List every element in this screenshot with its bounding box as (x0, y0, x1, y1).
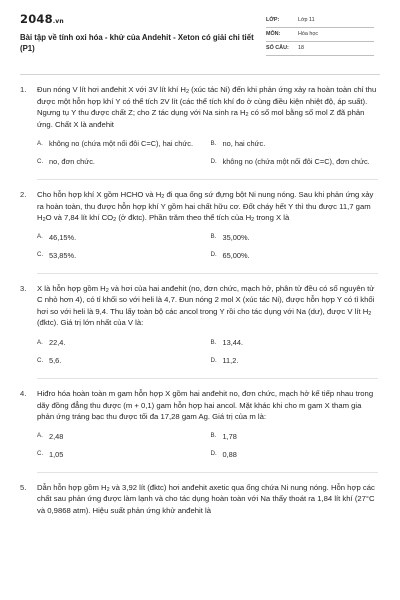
option-text: 0,88 (222, 449, 237, 459)
logo-suffix: .vn (52, 18, 64, 25)
question-number: 1. (20, 85, 27, 94)
question-list (20, 84, 378, 525)
option-text: 35,00%. (222, 232, 250, 242)
option-letter: B. (210, 233, 217, 241)
option-letter: A. (37, 139, 43, 147)
meta-row-class (266, 14, 374, 28)
question-number: 3. (20, 283, 27, 293)
meta-value: Hóa học (298, 30, 319, 37)
question-text: Dẫn hỗn hợp gồm $H_2$ và 3,92 lít (đktc) hơi anđehit axetic qua ống chứa Ni nung nóng. Hỗn hợp các chất sau phản ứng được làm lạnh và cho tác dụng hoàn toàn với Na thấy thoát ra 1,84 lít khí (27°C và 0,9868 atm). Hiệu suất phản ứng khử anđehit là (37, 482, 375, 515)
option-letter: B. (210, 432, 217, 440)
meta-label: SỐ CÂU: (266, 44, 289, 51)
question-number: 2. (20, 190, 27, 200)
header (20, 14, 374, 74)
answer-option-c[interactable] (37, 250, 205, 262)
question-number: 5. (20, 482, 27, 492)
question-3 (20, 283, 378, 369)
option-letter: C. (37, 251, 44, 259)
meta-value: Lớp 11 (298, 16, 315, 23)
question-text: Cho hỗn hợp khí X gồm HCHO và $H_2$ đi qua ống sứ đựng bột Ni nung nóng. Sau khi phản ứng xảy ra hoàn toàn, thu được hỗn hợp khí Y gồm hai chất hữu cơ. Đốt cháy hết Y thì thu được 11,7 gam $H_2O$ và 7,84 lít khí $CO_2$ (ở đktc). Phần trăm theo thể tích của $H_2$ trong X là (37, 190, 374, 224)
option-letter: D. (210, 450, 217, 458)
document-title: Bài tập về tính oxi hóa - khử của Andehit - Xeton có giải chi tiết (P1) (20, 32, 254, 53)
option-text: 22,4. (49, 338, 66, 348)
option-text: 53,85%. (49, 250, 77, 260)
question-body (37, 388, 378, 463)
question-divider (37, 378, 378, 379)
answer-option-a[interactable] (37, 138, 205, 150)
answer-option-d[interactable] (211, 250, 379, 262)
answer-option-a[interactable] (37, 232, 205, 244)
meta-table (266, 14, 374, 56)
option-text: 5,6. (49, 356, 62, 366)
brand (20, 14, 265, 54)
question-5 (20, 482, 378, 517)
option-letter: C. (37, 356, 44, 364)
site-logo[interactable] (20, 14, 265, 26)
option-text: 2,48 (49, 431, 64, 441)
question-divider (37, 179, 378, 180)
answer-option-d[interactable] (211, 355, 379, 367)
option-text: no, hai chức. (222, 139, 266, 149)
question-body (37, 189, 378, 264)
answer-options (37, 337, 378, 367)
question-divider (37, 472, 378, 473)
question-divider (37, 273, 378, 274)
answer-option-b[interactable] (211, 337, 379, 349)
option-letter: D. (210, 157, 217, 165)
answer-option-d[interactable] (211, 156, 379, 168)
answer-option-c[interactable] (37, 156, 205, 168)
option-text: 46,15%. (49, 232, 77, 242)
option-text: no, đơn chức. (49, 157, 95, 167)
answer-options (37, 138, 378, 168)
meta-value: 18 (298, 44, 304, 51)
option-letter: C. (37, 157, 44, 165)
question-4 (20, 388, 378, 463)
option-letter: D. (210, 251, 217, 259)
option-letter: C. (37, 450, 44, 458)
question-body (37, 482, 378, 517)
answer-option-a[interactable] (37, 337, 205, 349)
header-divider (20, 74, 380, 75)
answer-option-b[interactable] (211, 138, 379, 150)
option-text: 1,05 (49, 449, 64, 459)
option-letter: A. (37, 338, 43, 346)
meta-row-count (266, 42, 374, 56)
answer-options (37, 431, 378, 461)
logo-main: 2048 (20, 12, 53, 26)
question-2 (20, 189, 378, 264)
question-text: Đun nóng V lít hơi anđehit X với 3V lít khí $H_2$ (xúc tác Ni) đến khi phản ứng xảy ra hoàn toàn chỉ thu được một hỗn hợp khí Y có thể tích 2V lít (các thể tích khí đo ở cùng điều kiện nhiệt độ, áp suất). Ngưng tụ Y thu được chất Z; cho Z tác dụng với Na sinh ra $H_2$ có số mol bằng số mol Z đã phản ứng. Chất X là anđehit (37, 85, 377, 129)
option-text: 13,44. (222, 338, 244, 348)
option-letter: B. (210, 338, 217, 346)
option-letter: B. (210, 139, 217, 147)
option-text: không no (chứa một nối đôi C=C), hai chức. (49, 139, 194, 149)
meta-row-subject (266, 28, 374, 42)
answer-options (37, 232, 378, 262)
meta-label: LỚP: (266, 16, 280, 23)
option-letter: A. (37, 432, 43, 440)
question-1 (20, 84, 378, 170)
answer-option-b[interactable] (211, 431, 379, 443)
question-text: Hiđro hóa hoàn toàn m gam hỗn hợp X gồm hai anđehit no, đơn chức, mạch hở kế tiếp nhau trong dãy đồng đẳng thu được (m + 0,1) gam hỗn hợp hai ancol. Mặt khác khi cho m gam X tham gia phản ứng tráng bạc thu được tối đa 17,28 gam Ag. Giá trị của m là: (37, 389, 374, 422)
answer-option-c[interactable] (37, 355, 205, 367)
question-number: 4. (20, 389, 27, 399)
option-text: không no (chứa một nối đôi C=C), đơn chức. (222, 157, 370, 167)
option-text: 1,78 (222, 431, 237, 441)
option-letter: A. (37, 233, 43, 241)
question-body (37, 283, 378, 369)
answer-option-b[interactable] (211, 232, 379, 244)
answer-option-d[interactable] (211, 449, 379, 461)
question-body (37, 84, 378, 170)
option-text: 65,00%. (222, 250, 250, 260)
option-text: 11,2. (222, 356, 239, 366)
meta-label: MÔN: (266, 30, 281, 37)
question-text: X là hỗn hợp gồm $H_2$ và hơi của hai anđehit (no, đơn chức, mạch hở, phân tử đều có số nguyên tử C nhỏ hơn 4), có tỉ khối so với heli là 4,7. Đun nóng 2 mol X (xúc tác Ni), được hỗn hợp Y có tỉ khối hơi so với heli là 9,4. Thu lấy toàn bộ các ancol trong Y rồi cho tác dụng với Na (dư), được V lít $H_2$ (đktc). Giá trị lớn nhất của V là: (37, 283, 375, 328)
option-letter: D. (210, 356, 217, 364)
answer-option-c[interactable] (37, 449, 205, 461)
answer-option-a[interactable] (37, 431, 205, 443)
